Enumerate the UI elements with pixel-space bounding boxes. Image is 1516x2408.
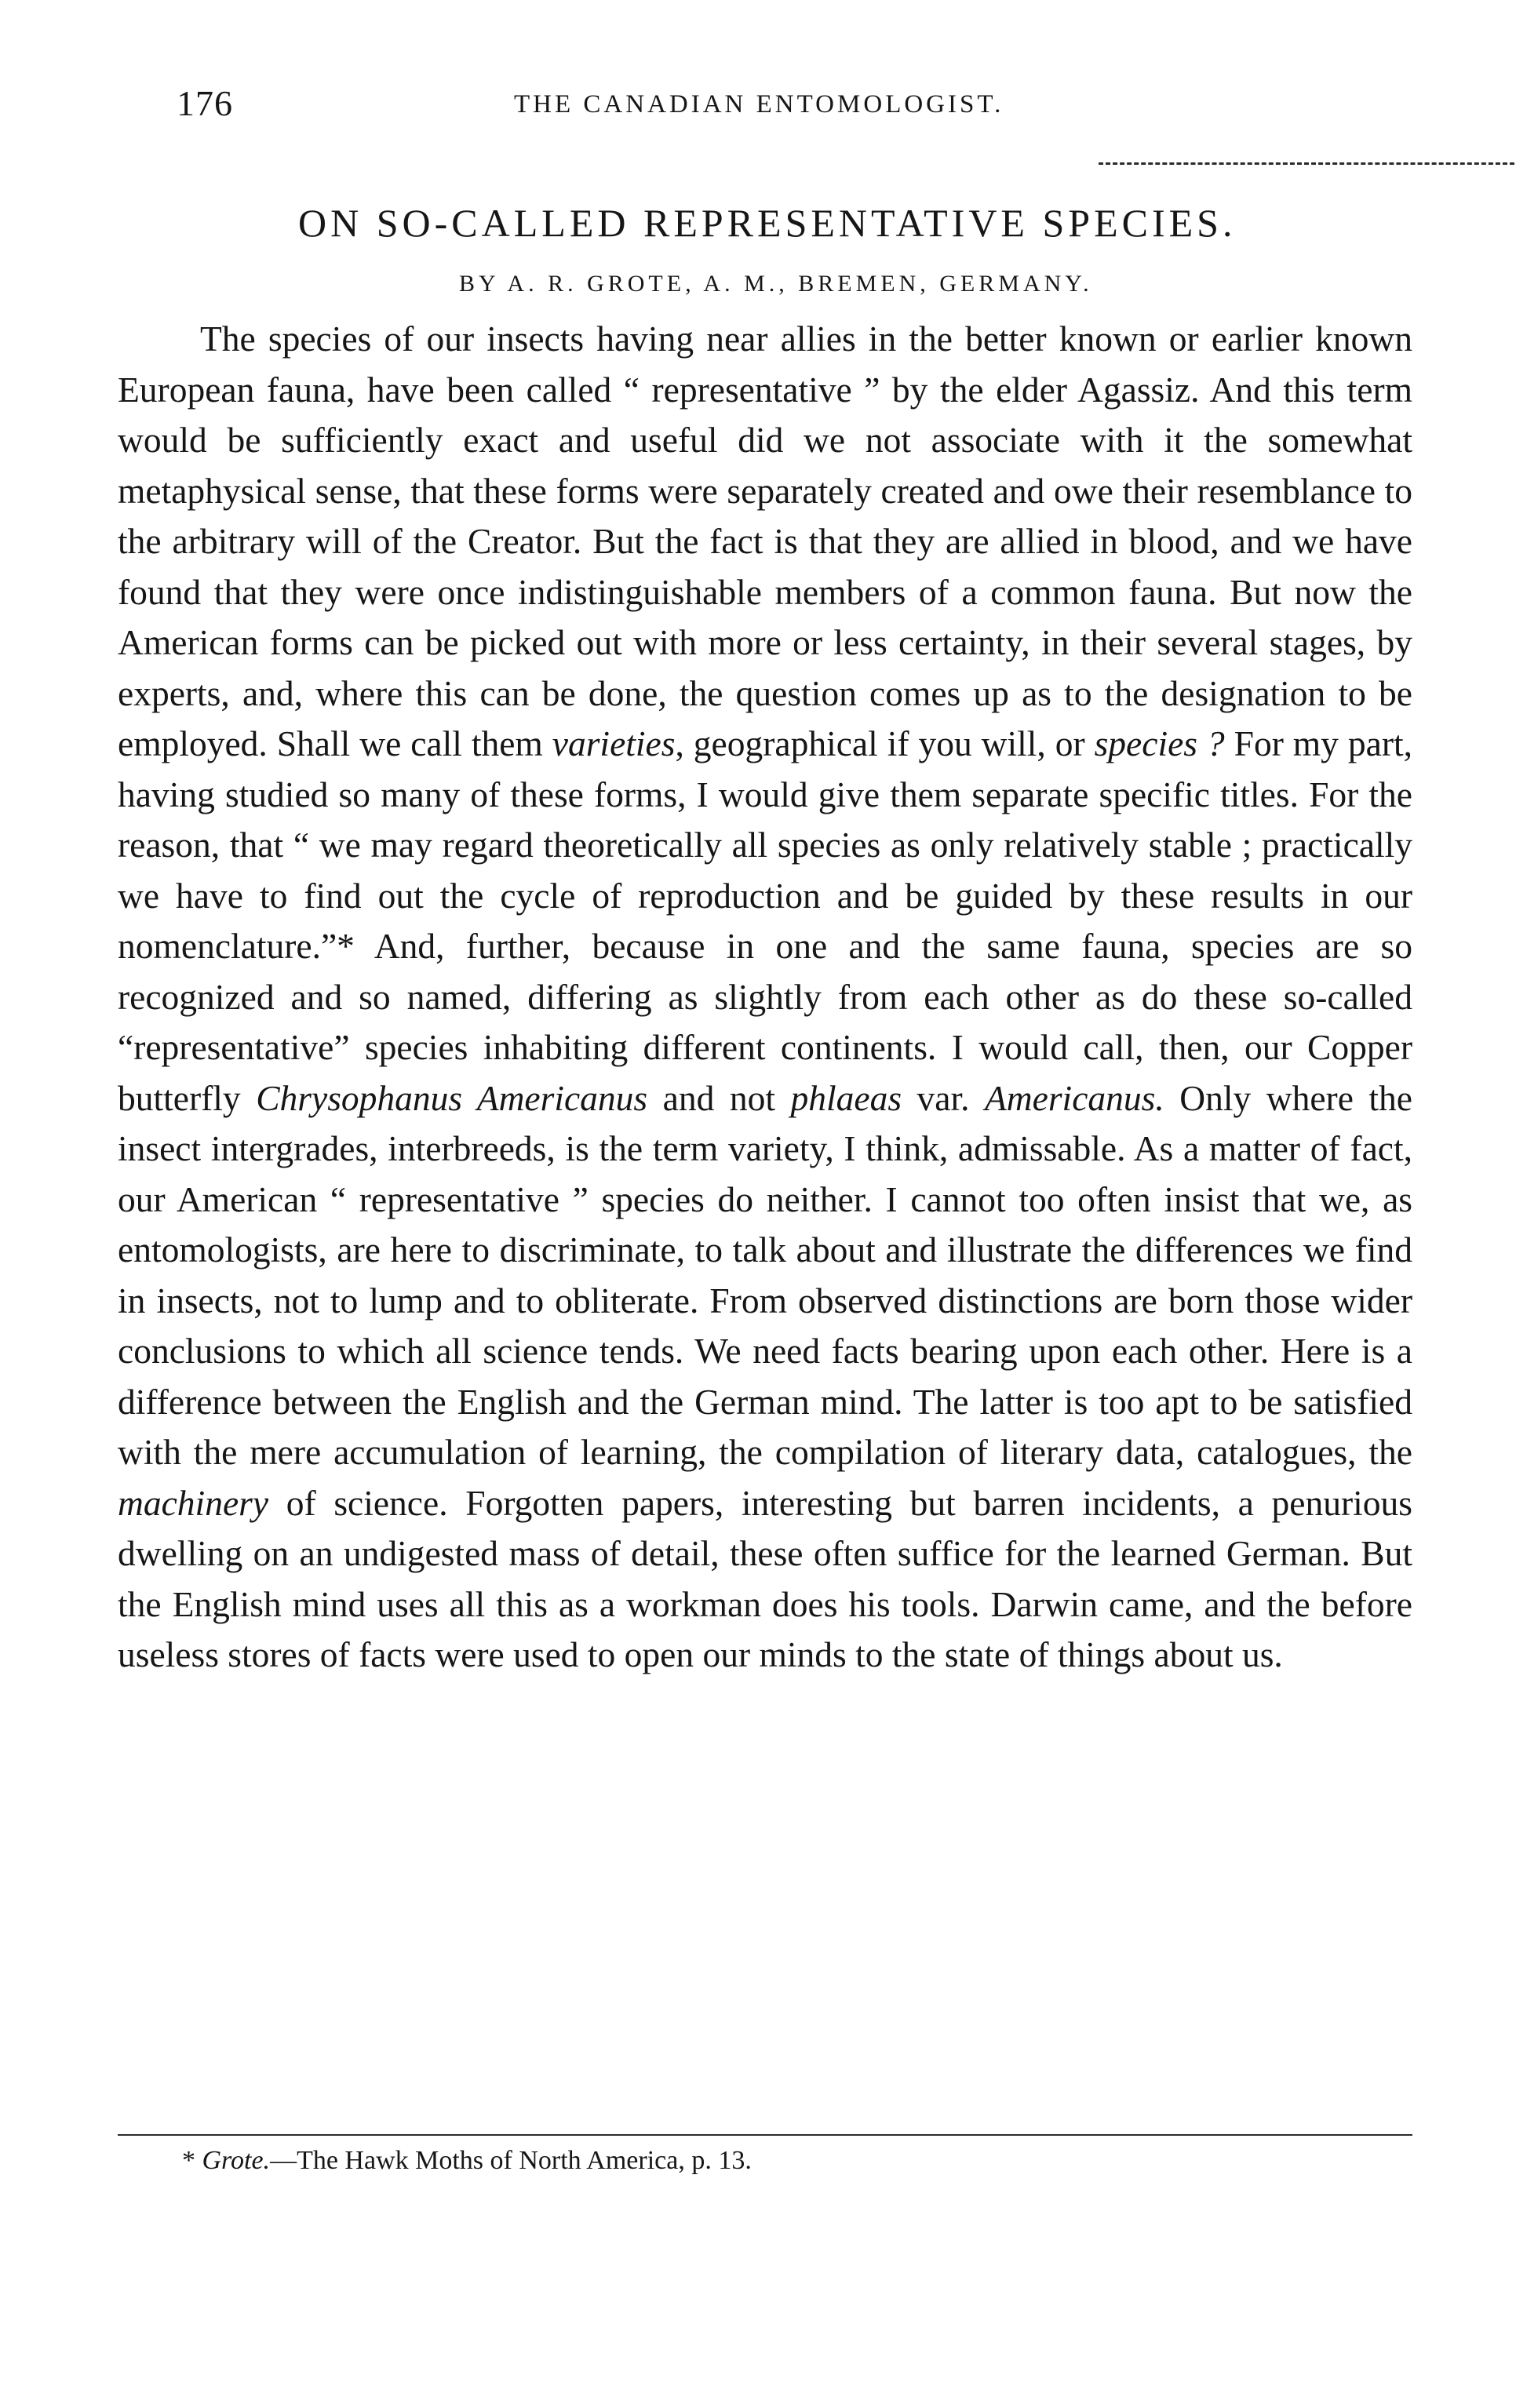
article-body [118,314,1412,1681]
body-text-run: of science. Forgotten papers, interesting but barren incidents, a penurious dwelling on an undigested mass of detail, these often suffice for the learned German. But the English mind uses all this as a workman does his tools. Darwin came, and the before useless stores of facts were used to open our minds to the state of things about us. [118,1482,1412,1674]
running-head [118,75,1412,137]
italic-species-name: phlaeas [790,1077,902,1118]
italic-term-machinery: machinery [118,1482,269,1523]
journal-title: THE CANADIAN ENTOMOLOGIST. [514,90,1004,118]
italic-species-name: Chrysophanus Americanus [256,1077,648,1118]
article-title: ON SO-CALLED REPRESENTATIVE SPECIES. [298,201,1237,245]
footnote-text: —The Hawk Moths of North America, p. 13. [270,2146,752,2175]
article-byline: BY A. R. GROTE, A. M., BREMEN, GERMANY. [459,271,1093,297]
footnote [182,2146,752,2176]
body-text-run: var. [902,1077,985,1118]
footnote-marker: * [182,2146,195,2175]
page-number: 176 [177,83,233,123]
italic-term-species: species ? [1094,723,1225,763]
footnote-author: Grote. [202,2146,271,2175]
footnote-rule [118,2134,1412,2136]
document-page [118,75,1412,2175]
body-text-run: For my part, having studied so many of these forms, I would give them separate specific titles. For the reason, that “ we may regard theoretically all species as only relatively stable ; practically we have to find out the cycle of reproduction and be guided by these results in our nomenclature.”* And, further, because in one and the same fauna, species are so recognized and so named, differing as slightly from each other as do these so-called “representative” species inhabiting different continents. I would call, then, our Copper butterfly [118,723,1412,1118]
body-text-run: Only where the insect intergrades, interbreeds, is the term variety, I think, admissable. As a matter of fact, our American “ representative ” species do neither. I cannot too often insist that we, as entomologists, are here to discriminate, to talk about and illustrate the differences we find in insects, not to lump and to obliterate. From observed distinctions are born those wider conclusions to which all science tends. We need facts bearing upon each other. Here is a difference between the English and the German mind. The latter is too apt to be satisfied with the mere accumulation of learning, the compilation of literary data, catalogues, the [118,1077,1412,1472]
body-paragraph [118,314,1412,1681]
body-text-run: The species of our insects having near allies in the better known or earlier known European fauna, have been called “ representative ” by the elder Agassiz. And this term would be sufficiently exact and useful did we not associate with it the somewhat metaphysical sense, that these forms were separately created and owe their resemblance to the arbitrary will of the Creator. But the fact is that they are allied in blood, and we have found that they were once indistinguishable members of a common fauna. But now the American forms can be picked out with more or less certainty, in their several stages, by experts, and, where this can be done, the question comes up as to the designation to be employed. Shall we call them [118,319,1412,763]
italic-species-name: Americanus. [985,1077,1164,1118]
body-text-run: , geographical if you will, or [675,723,1095,763]
body-text-run: and not [647,1077,791,1118]
italic-term-varieties: varieties [552,723,676,763]
header-rule [1099,162,1514,165]
